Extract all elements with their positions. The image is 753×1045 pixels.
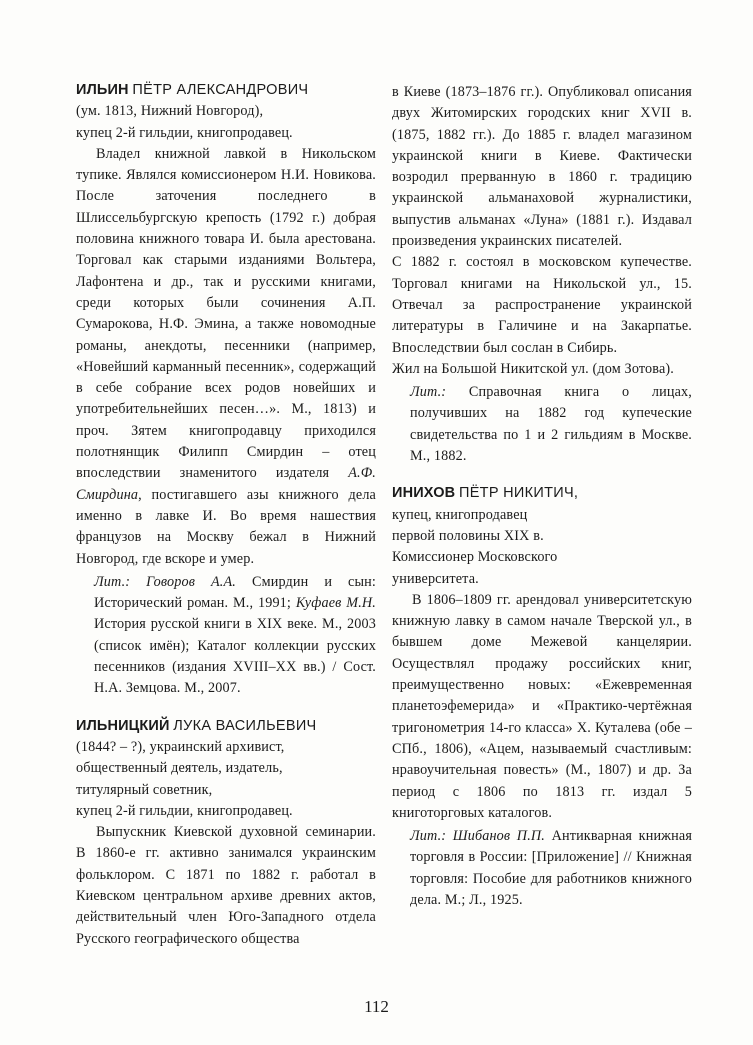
- left-column: [76, 80, 376, 966]
- entry-inikhov: [392, 483, 692, 911]
- entry-ilnitsky: [76, 716, 376, 950]
- entry-surname: ИЛЬНИЦКИЙ: [76, 717, 170, 734]
- lit-author: Шибанов П.П.: [452, 828, 545, 845]
- entry-names: ПЁТР НИКИТИЧ,: [458, 485, 579, 502]
- entry-names: ПЁТР АЛЕКСАНДРОВИЧ: [132, 82, 309, 98]
- lit-label: Лит.:: [410, 384, 447, 401]
- entry-body-italic: А.Ф. Смирдина: [76, 465, 376, 503]
- entry-literature: [410, 826, 692, 911]
- entry-heading: [76, 716, 376, 737]
- lit-label: Лит.:: [410, 828, 447, 845]
- lit-text: Антикварная книжная торговля в России: [Приложение] // Книжная торговля: Пособие для работников книжного дела. М.; Л., 1925.: [410, 828, 692, 908]
- lit-label: Лит.:: [94, 573, 131, 590]
- lit-author: Говоров А.А.: [146, 573, 237, 590]
- entry-subtitle: титулярный советник,: [76, 781, 213, 798]
- entry-literature: [410, 382, 692, 467]
- lit-text: Справочная книга о лицах, получивших на 1882 год купеческие свидетельства по 1 и 2 гильдиям в Москве. М., 1882.: [410, 384, 692, 465]
- entry-heading: [76, 80, 376, 101]
- entry-ilyin: [76, 80, 376, 700]
- entry-surname: ИЛЬИН: [76, 82, 129, 98]
- entry-subtitle: Комиссионер Московского: [392, 549, 558, 566]
- entry-subtitle: купец 2-й гильдии, книгопродавец.: [76, 802, 293, 819]
- entry-literature: [94, 572, 376, 700]
- entry-body: Жил на Большой Никитской ул. (дом Зотова).: [392, 360, 674, 377]
- entry-body: В 1806–1809 гг. арендовал университетскую книжную лавку в самом начале Тверской ул., в бывшем доме Межевой канцелярии. Осуществлял продажу российских книг, преимущественно новых: «Ежевременная планетоэфемерида» и «Практико-чертёжная тригонометрия 14-го класса» Х. Куталева (обе – СПб., 1806), «Ацем, называемый счастливым: нравоучительная повесть» (М., 1807) и др. За период с 1806 по 1813 гг. издал 5 книготорговых каталогов.: [392, 591, 692, 821]
- entry-body: в Киеве (1873–1876 гг.). Опубликовал описания двух Житомирских городских книг XVII в. (1875, 1882 гг.). До 1885 г. владел магазином украинской книги в Киеве. Фактически возродил прерванную в 1860 г. традицию украинской альманаховой журналистики, выпустив альманах «Луна» (1881 г.). Издавал произведения украинских писателей.: [392, 84, 692, 250]
- entry-surname: ИНИХОВ: [392, 485, 456, 502]
- entry-names: ЛУКА ВАСИЛЬЕВИЧ: [173, 717, 317, 734]
- entry-body-text-end: , постигавшего азы книжного дела именно в лавке И. Во время нашествия французов на Москву бежал в Нижний Новгород, где вскоре и умер.: [76, 486, 376, 567]
- lit-text: Смирдин и сын: Исторический роман. М., 1991;: [94, 573, 377, 612]
- entry-body: [76, 144, 376, 570]
- right-column: [392, 82, 692, 927]
- lit-text: История русской книги в XIX веке. М., 2003 (список имён); Каталог коллекции русских песенников (издания XVIII–XX вв.) / Сост. Н.А. Земцова. М., 2007.: [94, 616, 376, 697]
- entry-subtitle: купец, книгопродавец: [392, 506, 528, 523]
- entry-subtitle: купец 2-й гильдии, книгопродавец.: [76, 124, 293, 141]
- entry-subtitle: (1844? – ?), украинский архивист,: [76, 738, 285, 755]
- entry-ilnitsky-continued: [392, 82, 692, 467]
- entry-subtitle: первой половины XIX в.: [392, 527, 544, 544]
- lit-author: Куфаев М.Н.: [295, 595, 377, 612]
- entry-body-text: Владел книжной лавкой в Никольском тупике. Являлся комиссионером Н.И. Новикова. После заточения последнего в Шлиссельбургскую крепость (1792 г.) добрая половина книжного товара И. была арестована. Торговал как старыми изданиями Вольтера, Лафонтена и др., так и русскими книгами, среди которых были сочинения А.П. Сумарокова, Н.Ф. Эмина, а также новомодные романы, анекдоты, песенники (например, «Новейший карманный песенник», содержащий в себе собрание всех родов новейших и употребительнейших песен…». М., 1813) и проч. Зятем книгопродавцу приходился полотнянщик Филипп Смирдин – отец впоследствии знаменитого издателя: [76, 145, 376, 482]
- entry-subtitle: университета.: [392, 570, 479, 587]
- entry-body: Выпускник Киевской духовной семинарии. В 1860-е гг. активно занимался украинским фольклором. С 1871 по 1882 г. работал в Киевском центральном архиве древних актов, действительный член Юго-Западного отдела Русского географического общества: [76, 824, 376, 947]
- entry-subtitle: (ум. 1813, Нижний Новгород),: [76, 103, 264, 120]
- page-number: 112: [364, 997, 389, 1016]
- entry-heading: [392, 483, 692, 504]
- entry-body: С 1882 г. состоял в московском купечестве. Торговал книгами на Никольской ул., 15. Отвечал за распространение украинской литературы в Галичине и на Закарпатье. Впоследствии был сослан в Сибирь.: [392, 254, 692, 356]
- entry-subtitle: общественный деятель, издатель,: [76, 760, 283, 777]
